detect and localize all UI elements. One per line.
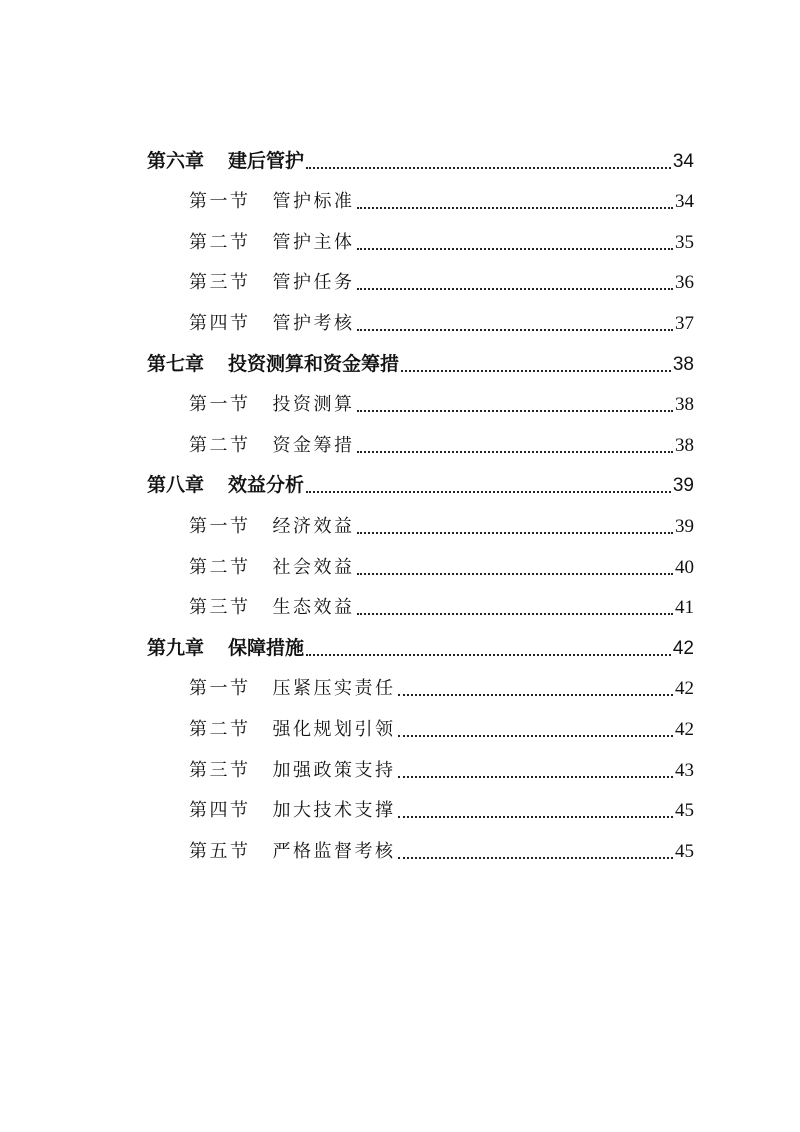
- toc-section[interactable]: [0, 788, 800, 829]
- toc-page-number: 42: [675, 718, 694, 740]
- toc-number: 第七章: [147, 352, 205, 375]
- toc-section[interactable]: [0, 422, 800, 463]
- toc-section[interactable]: [0, 666, 800, 707]
- toc-title: 加大技术支撑: [272, 800, 396, 822]
- toc-title: 投资测算和资金筹措: [228, 352, 400, 375]
- toc-number: 第一节: [189, 678, 251, 700]
- toc-page-number: 39: [675, 515, 694, 537]
- toc-section[interactable]: [0, 260, 800, 301]
- toc-title: 效益分析: [228, 474, 305, 497]
- dot-leader: [357, 532, 674, 534]
- toc-section[interactable]: [0, 544, 800, 585]
- toc-number: 第二节: [189, 718, 251, 740]
- dot-leader: [306, 167, 671, 169]
- toc-number: 第二节: [189, 231, 251, 253]
- toc-number: 第六章: [147, 149, 205, 172]
- toc-title: 建后管护: [228, 149, 305, 172]
- toc-page-number: 45: [675, 800, 694, 822]
- toc-page-number: 38: [675, 394, 694, 416]
- dot-leader: [401, 370, 671, 372]
- toc-page-number: 36: [675, 272, 694, 294]
- toc-title: 压紧压实责任: [272, 678, 396, 700]
- dot-leader: [357, 248, 674, 250]
- table-of-contents: [0, 138, 800, 869]
- toc-section[interactable]: [0, 585, 800, 626]
- dot-leader: [357, 573, 674, 575]
- toc-page-number: 37: [675, 312, 694, 334]
- toc-title: 加强政策支持: [272, 759, 396, 781]
- toc-title: 投资测算: [272, 394, 355, 416]
- dot-leader: [357, 207, 674, 209]
- toc-page-number: 38: [672, 353, 694, 375]
- toc-section[interactable]: [0, 179, 800, 220]
- toc-page-number: 34: [675, 191, 694, 213]
- toc-number: 第一节: [189, 191, 251, 213]
- dot-leader: [357, 410, 674, 412]
- toc-section[interactable]: [0, 219, 800, 260]
- toc-number: 第二节: [189, 434, 251, 456]
- toc-page-number: 40: [675, 556, 694, 578]
- dot-leader: [306, 491, 671, 493]
- toc-page-number: 35: [675, 231, 694, 253]
- toc-page-number: 43: [675, 759, 694, 781]
- toc-page-number: 34: [672, 150, 694, 172]
- toc-section[interactable]: [0, 382, 800, 423]
- toc-chapter-7[interactable]: [0, 341, 800, 382]
- dot-leader: [306, 654, 671, 656]
- toc-number: 第八章: [147, 474, 205, 497]
- dot-leader: [398, 776, 674, 778]
- toc-chapter-9[interactable]: [0, 625, 800, 666]
- toc-number: 第一节: [189, 394, 251, 416]
- toc-title: 资金筹措: [272, 434, 355, 456]
- toc-title: 社会效益: [272, 556, 355, 578]
- dot-leader: [357, 613, 674, 615]
- toc-title: 强化规划引领: [272, 718, 396, 740]
- toc-section[interactable]: [0, 706, 800, 747]
- toc-title: 保障措施: [228, 636, 305, 659]
- dot-leader: [398, 857, 674, 859]
- toc-title: 管护主体: [272, 231, 355, 253]
- toc-chapter-8[interactable]: [0, 463, 800, 504]
- toc-page-number: 39: [672, 475, 694, 497]
- toc-section[interactable]: [0, 828, 800, 869]
- dot-leader: [398, 735, 674, 737]
- dot-leader: [357, 288, 674, 290]
- toc-page-number: 42: [672, 637, 694, 659]
- toc-page-number: 45: [675, 840, 694, 862]
- toc-number: 第三节: [189, 272, 251, 294]
- dot-leader: [357, 451, 674, 453]
- toc-number: 第一节: [189, 515, 251, 537]
- toc-number: 第四节: [189, 800, 251, 822]
- dot-leader: [398, 816, 674, 818]
- toc-number: 第四节: [189, 312, 251, 334]
- toc-page-number: 41: [675, 597, 694, 619]
- toc-title: 生态效益: [272, 597, 355, 619]
- toc-title: 管护标准: [272, 191, 355, 213]
- toc-page-number: 42: [675, 678, 694, 700]
- toc-title: 管护考核: [272, 312, 355, 334]
- toc-title: 管护任务: [272, 272, 355, 294]
- toc-title: 严格监督考核: [272, 840, 396, 862]
- toc-number: 第三节: [189, 597, 251, 619]
- toc-number: 第二节: [189, 556, 251, 578]
- toc-page-number: 38: [675, 434, 694, 456]
- toc-number: 第三节: [189, 759, 251, 781]
- dot-leader: [398, 694, 674, 696]
- toc-section[interactable]: [0, 503, 800, 544]
- toc-number: 第五节: [189, 840, 251, 862]
- toc-section[interactable]: [0, 300, 800, 341]
- dot-leader: [357, 329, 674, 331]
- toc-section[interactable]: [0, 747, 800, 788]
- toc-title: 经济效益: [272, 515, 355, 537]
- toc-chapter-6[interactable]: [0, 138, 800, 179]
- toc-number: 第九章: [147, 636, 205, 659]
